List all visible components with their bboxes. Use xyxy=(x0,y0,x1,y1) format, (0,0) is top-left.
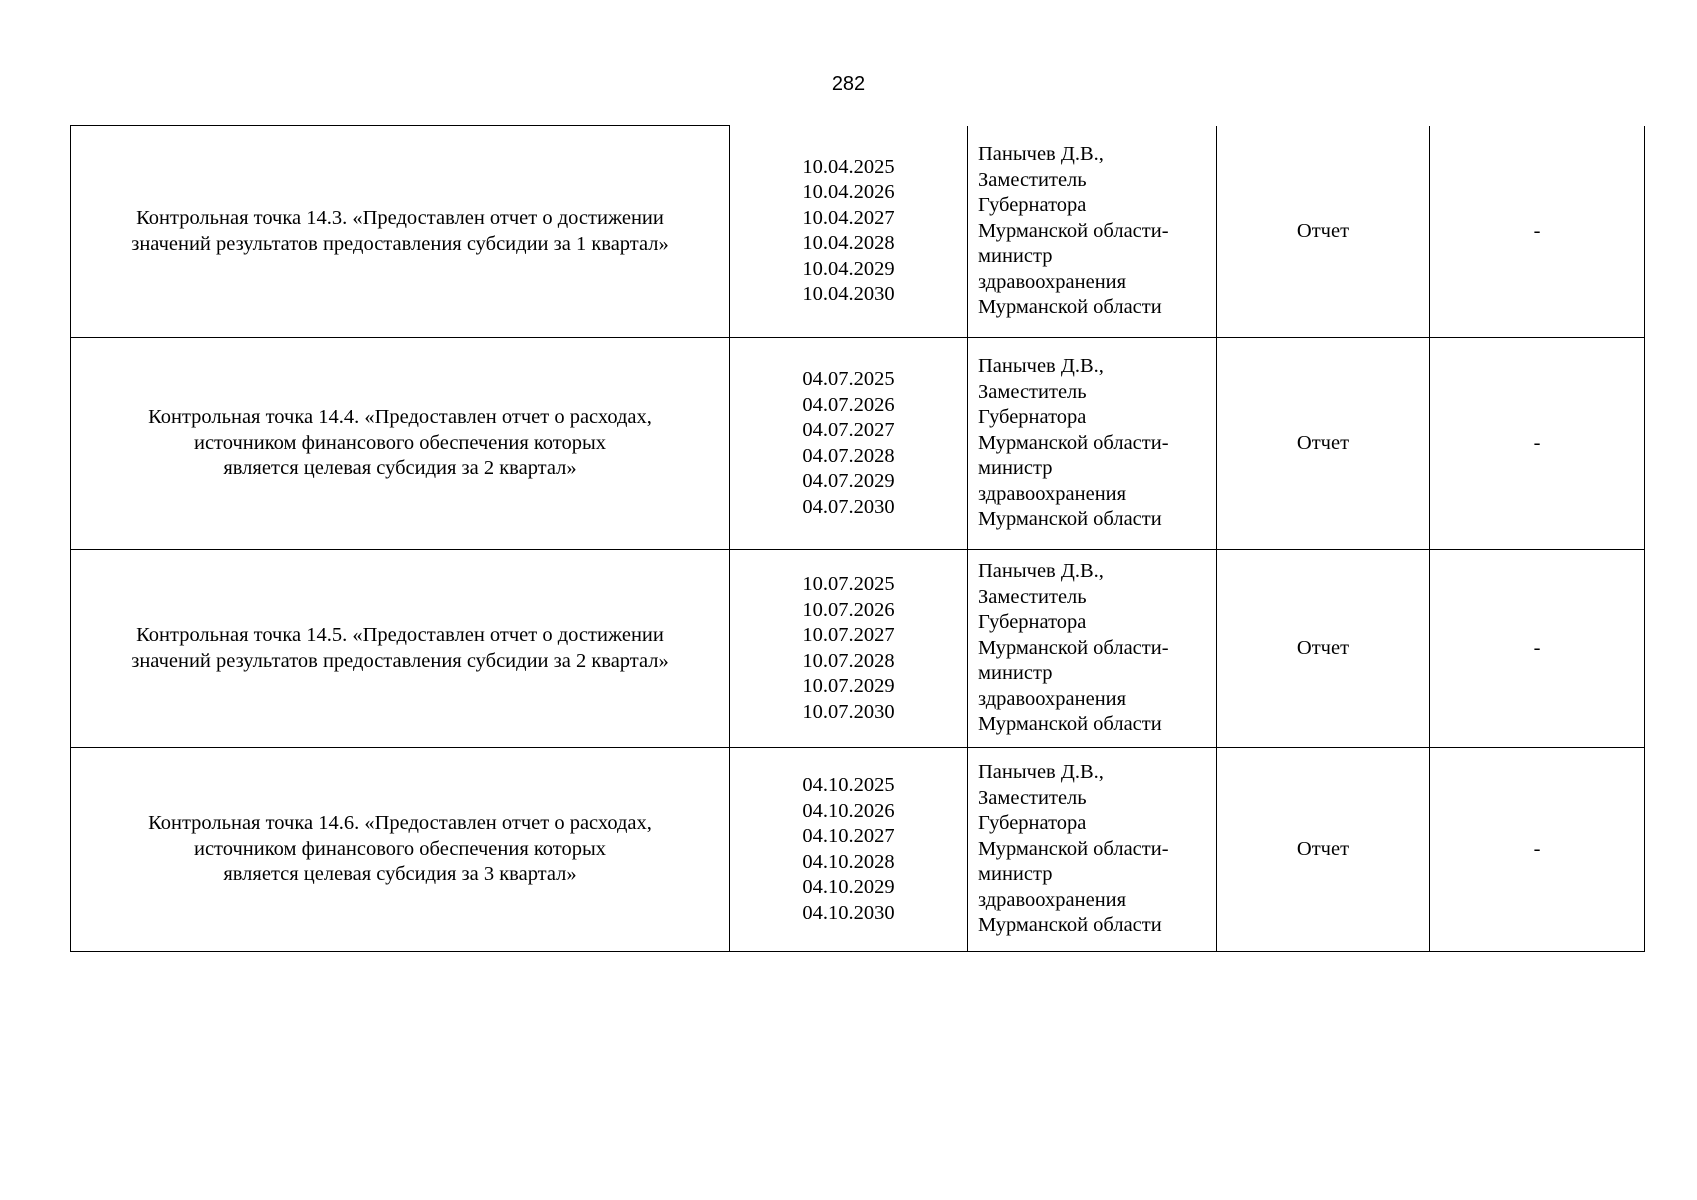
responsible-person: Панычев Д.В., Заместитель Губернатора Мурманской области- министр здравоохранения Мурманской области xyxy=(968,550,1217,748)
table-row xyxy=(71,338,1645,550)
deadline-dates: 10.07.2025 10.07.2026 10.07.2027 10.07.2028 10.07.2029 10.07.2030 xyxy=(730,550,968,748)
responsible-person: Панычев Д.В., Заместитель Губернатора Мурманской области- министр здравоохранения Мурманской области xyxy=(968,126,1217,338)
table-row xyxy=(71,550,1645,748)
responsible-person: Панычев Д.В., Заместитель Губернатора Мурманской области- министр здравоохранения Мурманской области xyxy=(968,748,1217,952)
note-cell: - xyxy=(1430,550,1645,748)
page-number: 282 xyxy=(831,73,866,95)
control-points-table xyxy=(70,125,1645,952)
control-point-description: Контрольная точка 14.4. «Предоставлен отчет о расходах, источником финансового обеспечения которых является целевая субсидия за 2 квартал» xyxy=(71,338,730,550)
table-row xyxy=(71,748,1645,952)
responsible-person: Панычев Д.В., Заместитель Губернатора Мурманской области- министр здравоохранения Мурманской области xyxy=(968,338,1217,550)
control-point-description: Контрольная точка 14.6. «Предоставлен отчет о расходах, источником финансового обеспечения которых является целевая субсидия за 3 квартал» xyxy=(71,748,730,952)
note-cell: - xyxy=(1430,126,1645,338)
deadline-dates: 04.10.2025 04.10.2026 04.10.2027 04.10.2028 04.10.2029 04.10.2030 xyxy=(730,748,968,952)
note-cell: - xyxy=(1430,748,1645,952)
document-type: Отчет xyxy=(1217,550,1430,748)
deadline-dates: 04.07.2025 04.07.2026 04.07.2027 04.07.2028 04.07.2029 04.07.2030 xyxy=(730,338,968,550)
document-type: Отчет xyxy=(1217,748,1430,952)
control-point-description: Контрольная точка 14.5. «Предоставлен отчет о достижении значений результатов предоставления субсидии за 2 квартал» xyxy=(71,550,730,748)
deadline-dates: 10.04.2025 10.04.2026 10.04.2027 10.04.2028 10.04.2029 10.04.2030 xyxy=(730,126,968,338)
table-row xyxy=(71,126,1645,338)
document-type: Отчет xyxy=(1217,338,1430,550)
note-cell: - xyxy=(1430,338,1645,550)
control-point-description: Контрольная точка 14.3. «Предоставлен отчет о достижении значений результатов предоставления субсидии за 1 квартал» xyxy=(71,126,730,338)
document-type: Отчет xyxy=(1217,126,1430,338)
